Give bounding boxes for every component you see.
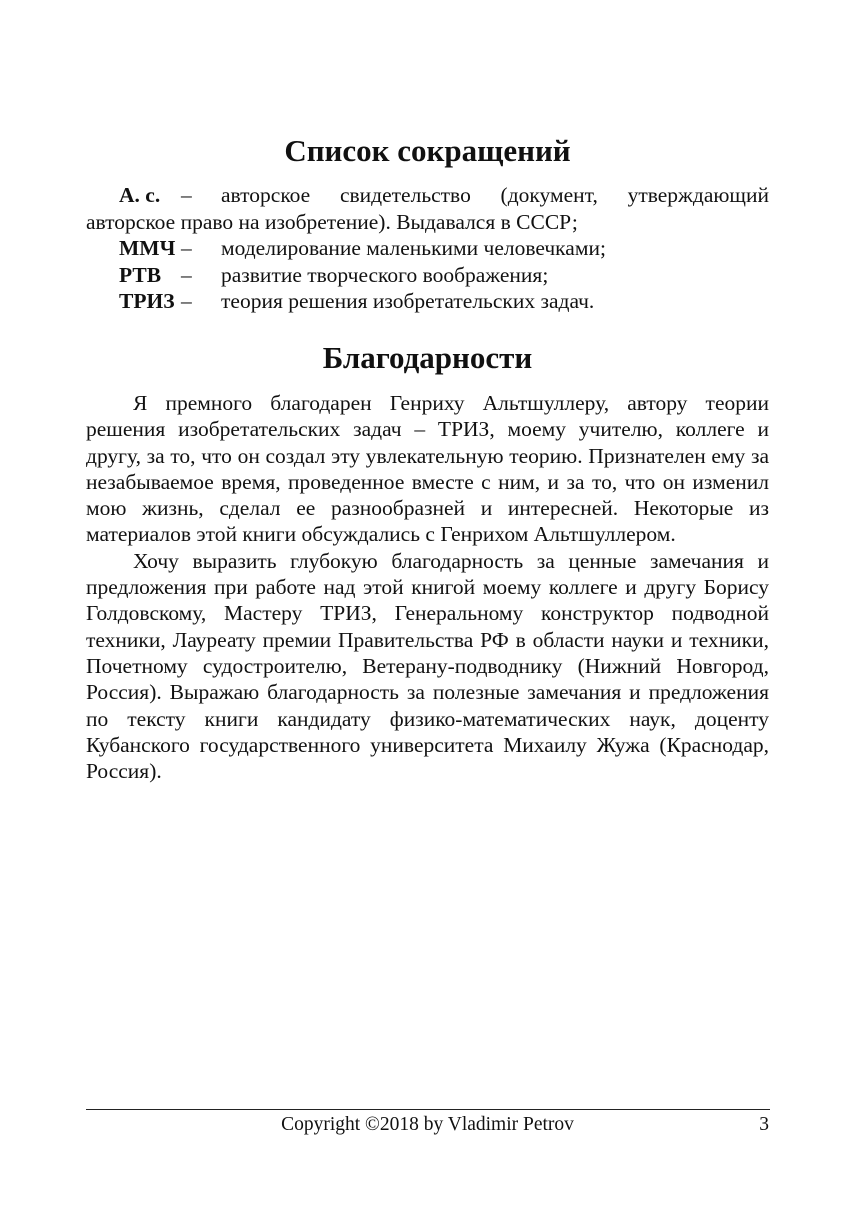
abbreviation-item [86,288,769,315]
footer-copyright: Copyright ©2018 by Vladimir Petrov [281,1114,574,1135]
page-number: 3 [759,1114,769,1135]
abbreviation-definition-continued: авторское право на изобретение). Выдавался в СССР; [86,209,578,234]
abbreviations-title: Список сокращений [284,133,571,168]
abbreviation-item [86,235,769,262]
acknowledgements-body [86,390,769,784]
abbreviation-dash: – [181,183,192,207]
acknowledgements-paragraph: Хочу выразить глубокую благодарность за ценные замечания и предложения при работе над этой книгой моему коллеге и другу Борису Голдовскому, Мастеру ТРИЗ, Генеральному конструктор подводной техники, Лауреату премии Правительства РФ в области науки и техники, Почетному судостроителю, Ветерану-подводнику (Нижний Новгород, Россия). Выражаю благодарность за полезные замечания и предложения по тексту книги кандидату физико-математических наук, доценту Кубанского государственного университета Михаилу Жужа (Краснодар, Россия). [86,548,769,784]
abbreviation-dash: – [181,236,192,260]
abbreviation-term: А. с. [119,183,161,207]
abbreviation-term: ТРИЗ [119,289,175,313]
abbreviation-definition: теория решения изобретательских задач. [221,289,595,313]
acknowledgements-title: Благодарности [322,340,533,375]
abbreviation-term: РТВ [119,262,162,287]
acknowledgements-paragraph: Я премного благодарен Генриху Альтшуллеру, автору теории решения изобретательских задач – ТРИЗ, моему учителю, коллеге и другу, за то, что он создал эту увлекательную теорию. Признателен ему за незабываемое время, проведенное вместе с ним, и за то, что он изменил мою жизнь, сделал ее разнообразней и интересней. Некоторые из материалов этой книги обсуждались с Генрихом Альтшуллером. [86,391,769,547]
abbreviation-term: ММЧ [119,236,176,260]
footer-divider [86,1109,770,1110]
abbreviation-definition: развитие творческого воображения; [221,262,549,287]
abbreviation-item [86,262,769,289]
abbreviation-definition: авторское свидетельство (документ, утверждающий [221,183,769,207]
abbreviation-dash: – [181,262,192,287]
abbreviation-item [86,182,769,235]
abbreviation-definition: моделирование маленькими человечками; [221,236,606,260]
abbreviations-list [86,182,769,315]
abbreviation-dash: – [181,289,192,313]
